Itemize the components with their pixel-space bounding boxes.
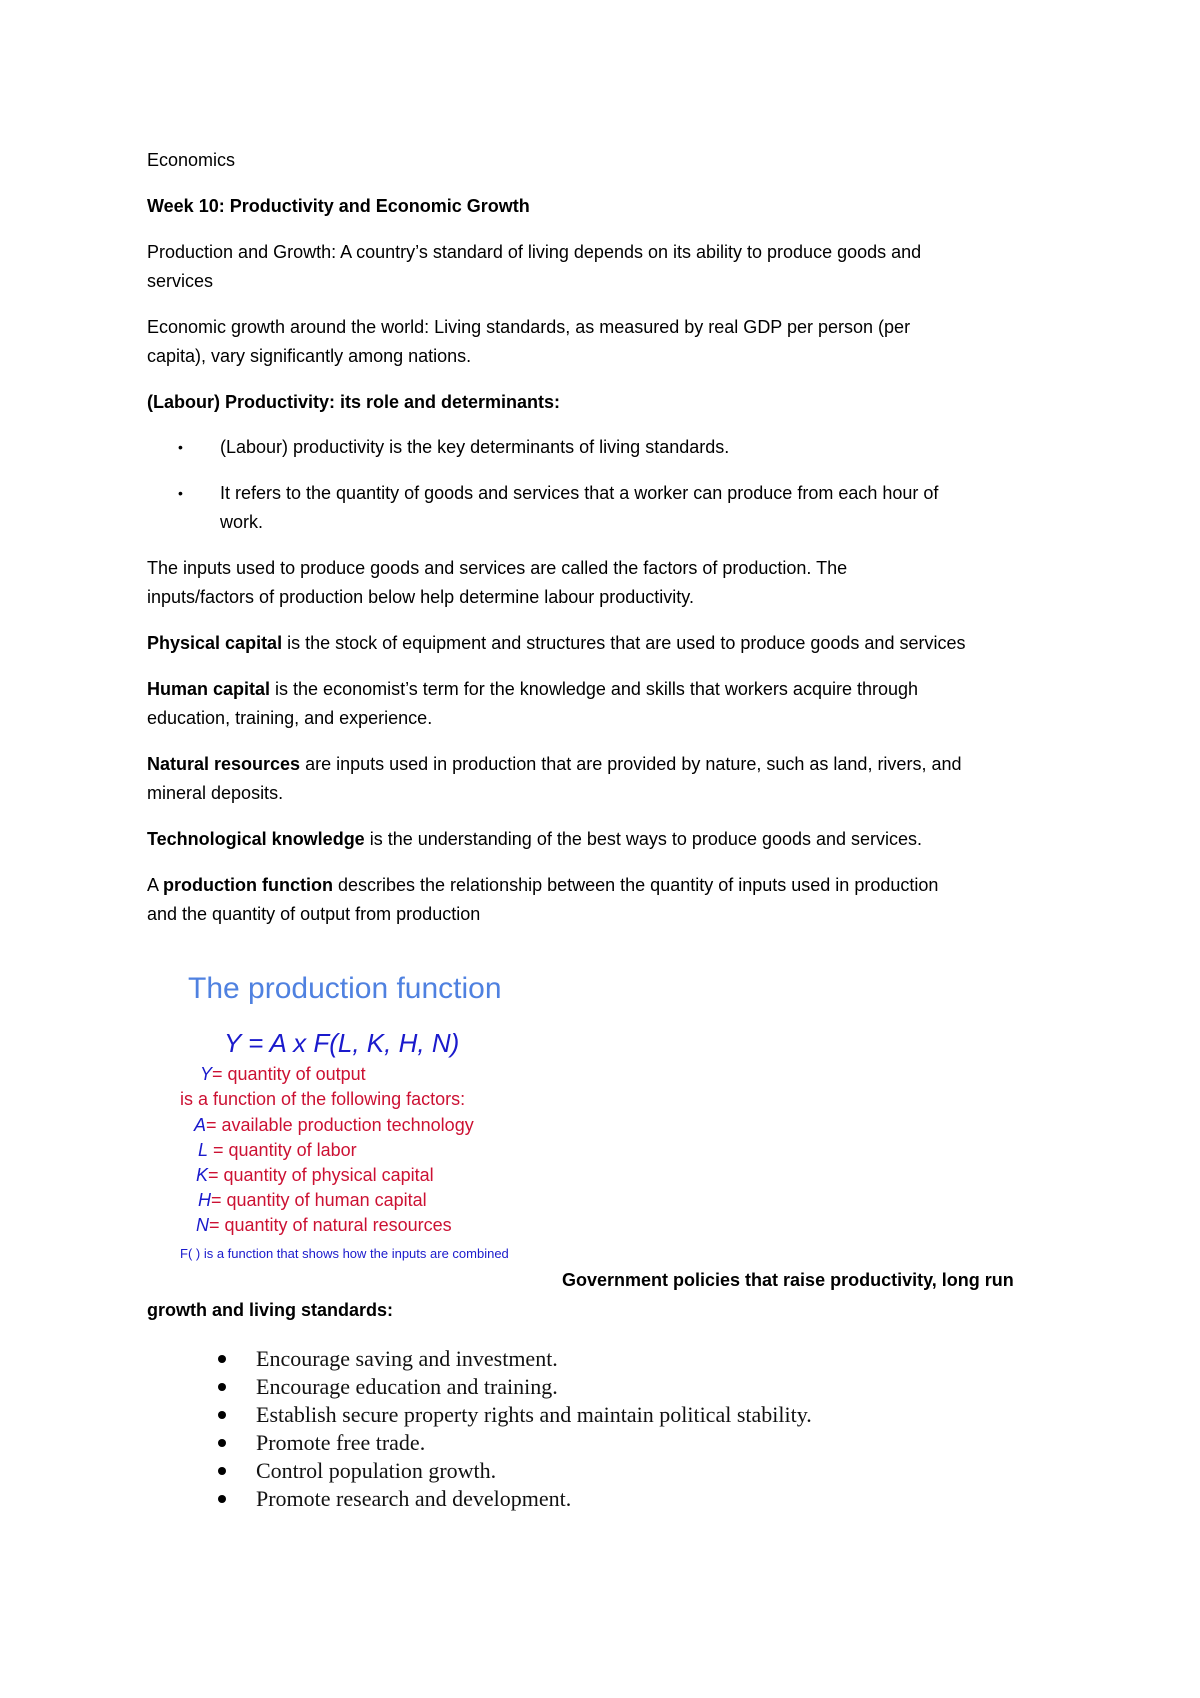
slide-formula: Y = A x F(L, K, H, N) (224, 1028, 460, 1058)
human-capital-definition-line2: education, training, and experience. (147, 708, 433, 728)
natural-resources-definition: Natural resources are inputs used in production that are provided by nature, such as land, rivers, and (147, 754, 962, 774)
production-growth-line1: Production and Growth: A country’s standard of living depends on its ability to produce goods and (147, 242, 922, 262)
policies-heading-line2: growth and living standards: (147, 1300, 394, 1320)
bullet-icon (218, 1439, 226, 1447)
growth-world-line1: Economic growth around the world: Living standards, as measured by real GDP per person (per (147, 317, 911, 337)
slide-factor-line: A= available production technology (194, 1115, 474, 1135)
bullet-icon: • (178, 439, 183, 455)
slide-footnote: F( ) is a function that shows how the inputs are combined (180, 1246, 509, 1261)
productivity-heading: (Labour) Productivity: its role and determinants: (147, 392, 561, 412)
bullet-icon (218, 1467, 226, 1475)
week-title: Week 10: Productivity and Economic Growth (147, 196, 530, 216)
production-growth-line2: services (147, 271, 214, 291)
technological-knowledge-definition: Technological knowledge is the understanding of the best ways to produce goods and services. (147, 829, 923, 849)
physical-capital-definition: Physical capital is the stock of equipment and structures that are used to produce goods and services (147, 633, 966, 653)
bullet-icon (218, 1411, 226, 1419)
inputs-line2: inputs/factors of production below help determine labour productivity. (147, 587, 694, 607)
growth-world-line2: capita), vary significantly among nations. (147, 346, 472, 366)
bullet-icon (218, 1495, 226, 1503)
natural-resources-definition-line2: mineral deposits. (147, 783, 284, 803)
slide-factor-line: H= quantity of human capital (198, 1190, 427, 1210)
slide-intro-line: is a function of the following factors: (180, 1089, 466, 1109)
human-capital-definition: Human capital is the economist’s term for the knowledge and skills that workers acquire through (147, 679, 919, 699)
production-function-definition-line2: and the quantity of output from production (147, 904, 481, 924)
subject-title: Economics (147, 150, 236, 170)
slide-factor-line: N= quantity of natural resources (196, 1215, 452, 1235)
inputs-line1: The inputs used to produce goods and services are called the factors of production. The (147, 558, 848, 578)
bullet-icon (218, 1355, 226, 1363)
production-function-slide (180, 972, 550, 1264)
slide-factor-line: L = quantity of labor (198, 1140, 357, 1160)
document-page: Economics Week 10: Productivity and Economic Growth Production and Growth: A country’s standard of living depends on its ability to produce goods and services Economic growth around the world: Living standards, as measured by real GDP per person (per capita), vary significantly among nations. (Labour) Productivity: its role and determinants: • (Labour) productivity is the key determinants of living standards. • It refers to the quantity of goods and services that a worker can produce from each hour of work. The inputs used to produce goods and services are called the factors of production. The inputs/factors of production below help determine labour productivity. Physical capital is the stock of equipment and structures that are used to produce goods and services Human capital is the economist’s term for the knowledge and skills that workers acquire through education, training, and experience. Natural resources are inputs used in production that are provided by nature, such as land, rivers, and mineral deposits. Technological knowledge is the understanding of the best ways to produce goods and services. A production function describes the relationship between the quantity of inputs used in production and the quantity of output from production The production function Y = A x F(L, K, H, N) Y= quantity of output is a function of the following factors: A= available production technology L = quantity of labor K= quantity of physical capital H= quantity of human capital N= quantity of natural resources F( ) is a function that shows how the inputs are combined Government policies that raise productivity, long run growth and living standards: Encourage saving and investment. Encourage education and training. Establish secure property rights and maintain political stability. Promote free trade. Control population growth. Promote research and development. (0, 0, 1200, 1698)
production-function-definition: A production function describes the relationship between the quantity of inputs used in production (147, 875, 939, 895)
bullet-icon: • (178, 485, 183, 501)
slide-factor-line: K= quantity of physical capital (196, 1165, 434, 1185)
bullet-icon (218, 1383, 226, 1391)
slide-title: The production function (188, 972, 502, 1005)
slide-output-line: Y= quantity of output (200, 1064, 366, 1084)
policies-heading-line1: Government policies that raise productivity, long run (562, 1270, 1014, 1290)
